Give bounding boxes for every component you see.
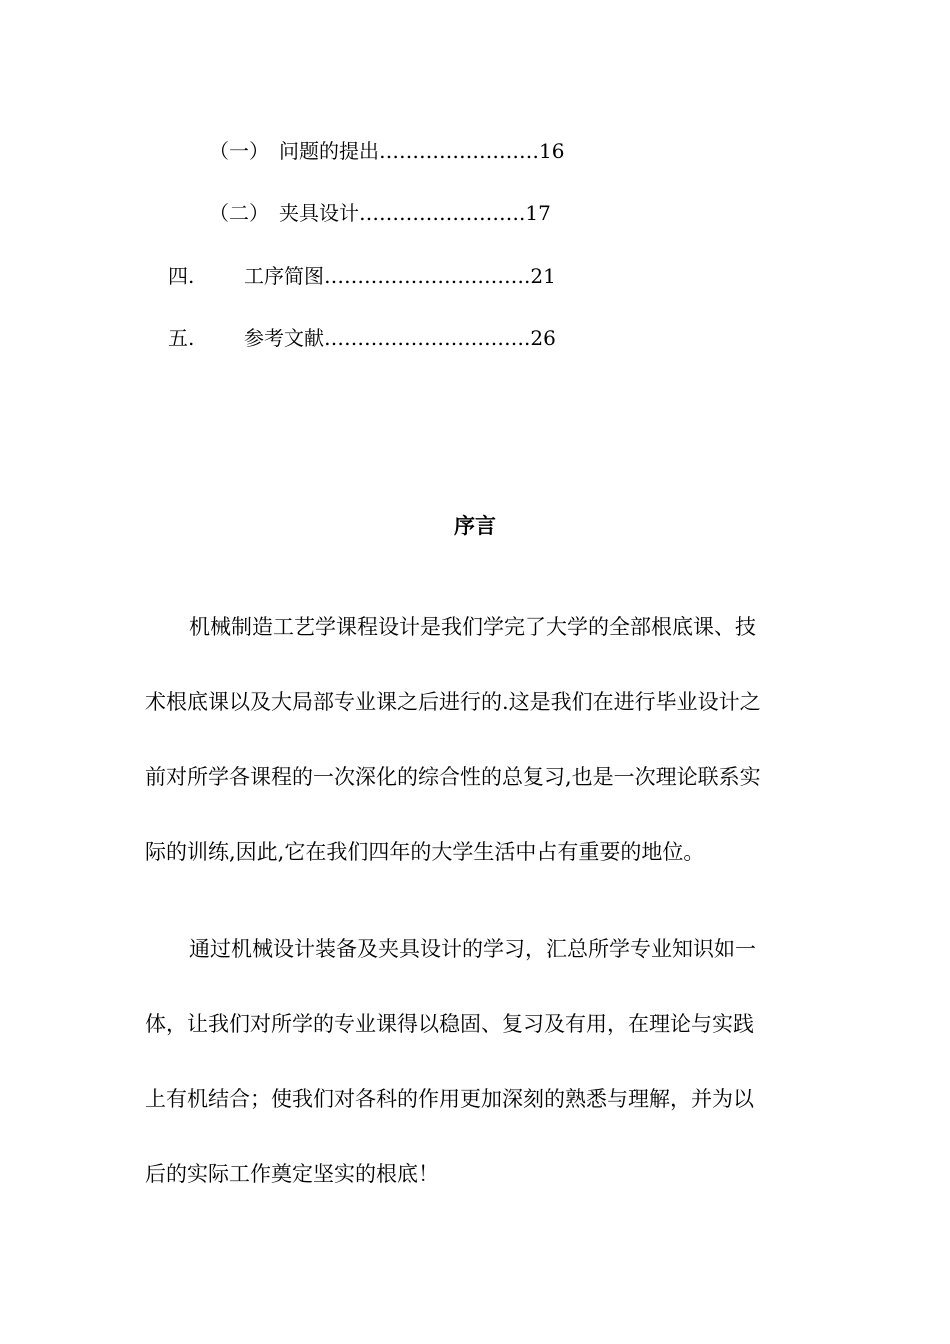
preface-paragraph (145, 612, 810, 912)
toc-item-title: 夹具设计 (279, 201, 359, 225)
toc-dot-leader: ……………………. (359, 201, 526, 225)
toc-item-process-sketch[interactable] (168, 261, 556, 291)
paragraph-line: 通过机械设计装备及夹具设计的学习，汇总所学专业知识如一 (189, 937, 756, 961)
toc-item-title: 参考文献 (244, 326, 324, 350)
toc-item-page: 21 (530, 264, 556, 288)
toc-item-marker: （二） (209, 201, 269, 225)
toc-item-marker: 四. (168, 264, 195, 288)
toc-dot-leader: …………………… (379, 139, 539, 163)
toc-item-references[interactable] (168, 323, 556, 353)
preface-heading: 序言 (454, 513, 496, 538)
paragraph-line: 际的训练,因此,它在我们四年的大学生活中占有重要的地位。 (145, 840, 705, 864)
toc-item-title: 问题的提出 (279, 139, 379, 163)
paragraph-line: 前对所学各课程的一次深化的综合性的总复习,也是一次理论联系实 (145, 765, 761, 789)
toc-item-problem-statement[interactable] (209, 136, 564, 166)
toc-dot-leader: …………………………. (324, 326, 531, 350)
toc-item-marker: （一） (209, 139, 269, 163)
toc-item-fixture-design[interactable] (209, 198, 551, 228)
paragraph-line: 术根底课以及大局部专业课之后进行的.这是我们在进行毕业设计之 (145, 690, 761, 714)
toc-item-page: 16 (539, 139, 565, 163)
toc-dot-leader: …………………………. (324, 264, 531, 288)
toc-item-title: 工序简图 (244, 264, 324, 288)
paragraph-line: 上有机结合；使我们对各科的作用更加深刻的熟悉与理解，并为以 (145, 1087, 754, 1111)
paragraph-line: 机械制造工艺学课程设计是我们学完了大学的全部根底课、技 (189, 615, 756, 639)
toc-item-page: 17 (525, 201, 551, 225)
toc-item-marker: 五. (168, 326, 195, 350)
paragraph-line: 体，让我们对所学的专业课得以稳固、复习及有用，在理论与实践 (145, 1012, 754, 1036)
toc-item-page: 26 (530, 326, 556, 350)
paragraph-line: 后的实际工作奠定坚实的根底！ (145, 1162, 439, 1186)
preface-paragraph (145, 934, 810, 1234)
